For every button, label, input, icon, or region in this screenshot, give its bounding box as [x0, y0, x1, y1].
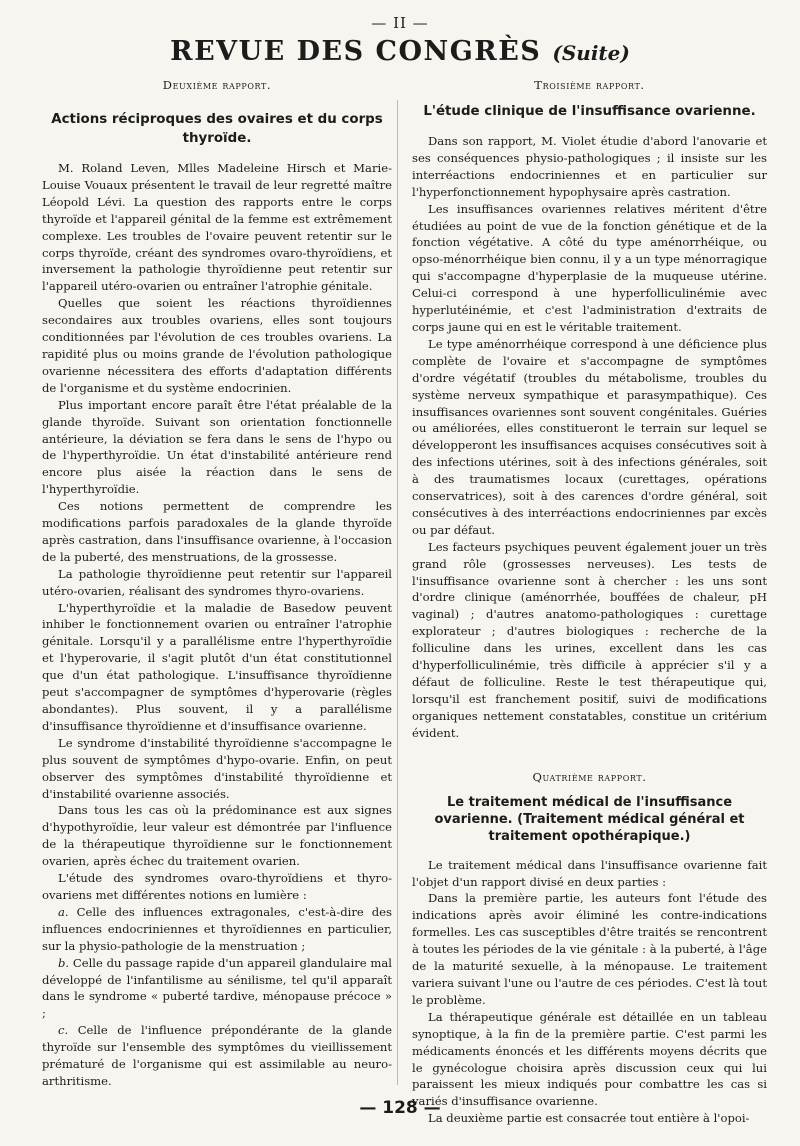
left-paragraph: Quelles que soient les réactions thyroïdiennes secondaires aux troubles ovariens, elles sont toujours conditionnées par l'évolution de ces troubles ovariens. La rapidité plus ou moins grande de l'évolution pathologique ovarienne nécessitera des efforts d'adaptation différents de l'organisme et du système endocrinien.: [42, 296, 392, 395]
masthead: [0, 36, 800, 67]
list-item-a: [42, 904, 392, 955]
list-text: Celle du passage rapide d'un appareil glandulaire mal développé de l'infantilisme au sénilisme, tel qu'il apparaît dans le syndrome « puberté tardive, ménopause précoce » ;: [42, 955, 393, 1021]
right-paragraph: Le type aménorrhéique correspond à une déficience plus complète de l'ovaire et s'accompagne de symptômes d'ordre végétatif (troubles du métabolisme, troubles du système nerveux sympathique et parasympathique). Ces insuffisances ovariennes sont souvent congénitales. Guéries ou améliorées, elles constitueront le terrain sur lequel se développeront les insuffisances acquises consécutives soit à des infections utérines, soit à des infections générales, soit à des traumatismes locaux (curettages, opérations conservatrices), soit à des carences d'ordre général, soit consécutives à des interréactions endocriniennes par excès ou par défaut.: [412, 336, 767, 537]
column-divider: [397, 100, 398, 1085]
left-paragraph: L'hyperthyroïdie et la maladie de Basedow peuvent inhiber le fonctionnement ovarien ou entraîner l'atrophie génitale. Lorsqu'il y a parallélisme entre l'hyperthyroïdie et l'hyperovarie, il s'agit plutôt d'un état constitutionnel que d'un état pathologique. L'insuffisance thyroïdienne peut s'accompagner de symptômes d'hyperovarie (règles abondantes). Plus souvent, il y a parallélisme d'insuffisance thyroïdienne et d'insuffisance ovarienne.: [42, 600, 392, 733]
left-paragraph: M. Roland Leven, Mlles Madeleine Hirsch et Marie-Louise Vouaux présentent le travail de leur regretté maître Léopold Lévi. La question des rapports entre le corps thyroïde et l'appareil génital de la femme est extrêmement complexe. Les troubles de l'ovaire peuvent retentir sur le corps thyroïde, créant des syndromes ovaro-thyroïdiens, et inversement la pathologie thyroïdienne peut retentir sur l'appareil utéro-ovarien ou entraîner l'atrophie génitale.: [42, 161, 392, 294]
journal-title: REVUE DES CONGRÈS: [170, 36, 542, 67]
left-paragraph: L'étude des syndromes ovaro-thyroïdiens et thyro-ovariens met différentes notions en lumière :: [42, 871, 392, 902]
right-paragraph-4: Le traitement médical dans l'insuffisance ovarienne fait l'objet d'un rapport divisé en deux parties :: [412, 857, 767, 889]
list-item-b: [42, 955, 392, 1023]
rapport-label-4: Quatrième rapport.: [532, 769, 647, 784]
section-title-4: Le traitement médical de l'insuffisance ovarienne. (Traitement médical général et traitement opothérapique.): [434, 794, 745, 844]
left-paragraph: La pathologie thyroïdienne peut retentir sur l'appareil utéro-ovarien, réalisant des syndromes thyro-ovariens.: [42, 566, 392, 598]
left-paragraph: Dans tous les cas où la prédominance est aux signes d'hypothyroïdie, leur valeur est démontrée par l'influence de la thérapeutique thyroïdienne sur le fonctionnement ovarien, après échec du traitement ovarien.: [42, 803, 392, 869]
section-title-2: Actions réciproques des ovaires et du corps thyroïde.: [51, 112, 383, 146]
list-label: b.: [58, 955, 70, 970]
right-paragraph: Dans son rapport, M. Violet étudie d'abord l'anovarie et ses conséquences physio-pathologiques ; il insiste sur les interréactions endocriniennes et en particulier sur l'hyperfonctionnement hypophysaire après castration.: [412, 134, 767, 199]
right-column: [412, 78, 767, 1127]
list-label: a.: [58, 904, 69, 919]
left-column: [42, 78, 392, 1090]
bottom-page-number: — 128 —: [359, 1098, 441, 1118]
list-label: c.: [58, 1023, 69, 1038]
rapport-label-3: Troisième rapport.: [534, 78, 645, 92]
left-paragraph: Ces notions permettent de comprendre les modifications parfois paradoxales de la glande thyroïde après castration, dans l'insuffisance ovarienne, à l'occasion de la puberté, des menstruations, de la grossesse.: [42, 499, 392, 564]
left-paragraph: Plus important encore paraît être l'état préalable de la glande thyroïde. Suivant son orientation fonctionnelle antérieure, la déviation se fera dans le sens de l'hypo ou de l'hyperthyroïdie. Un état d'instabilité antérieure rend encore plus aisée la réaction dans le sens de l'hyperthyroïdie.: [42, 397, 392, 497]
journal-title-suite: (Suite): [552, 41, 630, 65]
list-text: Celle des influences extragonales, c'est-à-dire des influences endocriniennes et thyroïdiennes en particulier, sur la physio-pathologie de la menstruation ;: [42, 904, 392, 953]
left-paragraph: Le syndrome d'instabilité thyroïdienne s'accompagne le plus souvent de symptômes d'hypo-ovarie. Enfin, on peut observer des symptômes d'instabilité thyroïdienne et d'instabilité ovarienne associés.: [42, 735, 392, 801]
right-paragraph: Les insuffisances ovariennes relatives méritent d'être étudiées au point de vue de la fonction génétique et de la fonction végétative. A côté du type aménorrhéique, ou opso-ménorrhéique bien connu, il y a un type ménorragique qui s'accompagne d'hyperplasie de la muqueuse utérine. Celui-ci correspond à une hyperfolliculinémie avec hyperlutéinémie, et c'est l'administration d'extraits de corps jaune qui en est le véritable traitement.: [412, 201, 767, 334]
right-paragraph-4: La thérapeutique générale est détaillée en un tableau synoptique, à la fin de la première partie. C'est parmi les médicaments énoncés et les différents moyens décrits que le gynécologue choisira après discussion ceux qui lui paraissent les mieux indiqués pour combattre les cas si variés d'insuffisance ovarienne.: [412, 1009, 767, 1109]
right-paragraph-4: La deuxième partie est consacrée tout entière à l'opoi-: [428, 1111, 750, 1126]
right-paragraph-4: Dans la première partie, les auteurs font l'étude des indications après avoir éliminé les contre-indications formelles. Les cas susceptibles d'être traités se rencontrent à toutes les périodes de la vie génitale : à la puberté, à l'âge de la maturité sexuelle, à la ménopause. Le traitement variera suivant l'une ou l'autre de ces périodes. C'est là tout le problème.: [412, 891, 767, 1007]
rapport-label-2: Deuxième rapport.: [162, 78, 272, 92]
section-title-3: L'étude clinique de l'insuffisance ovarienne.: [423, 104, 756, 119]
list-item-c: [42, 1022, 392, 1090]
top-page-number: — II —: [371, 14, 429, 32]
list-text: Celle de l'influence prépondérante de la glande thyroïde sur l'ensemble des symptômes du vieillissement prématuré de l'organisme qui est assimilable au neuro-arthritisme.: [42, 1023, 393, 1088]
right-paragraph: Les facteurs psychiques peuvent également jouer un très grand rôle (grossesses nerveuses). Les tests de l'insuffisance ovarienne sont à chercher : les uns sont d'ordre clinique (aménorrhée, bouffées de chaleur, pH vaginal) ; d'autres anatomo-pathologiques : curettage explorateur ; d'autres biologiques : recherche de la folliculine dans les urines, excellent dans les cas d'hyperfolliculinémie, très difficile à apprécier s'il y a défaut de folliculine. Reste le test thérapeutique qui, lorsqu'il est franchement positif, suivi de modifications organiques nettement constatables, constitue un critérium évident.: [412, 539, 767, 740]
